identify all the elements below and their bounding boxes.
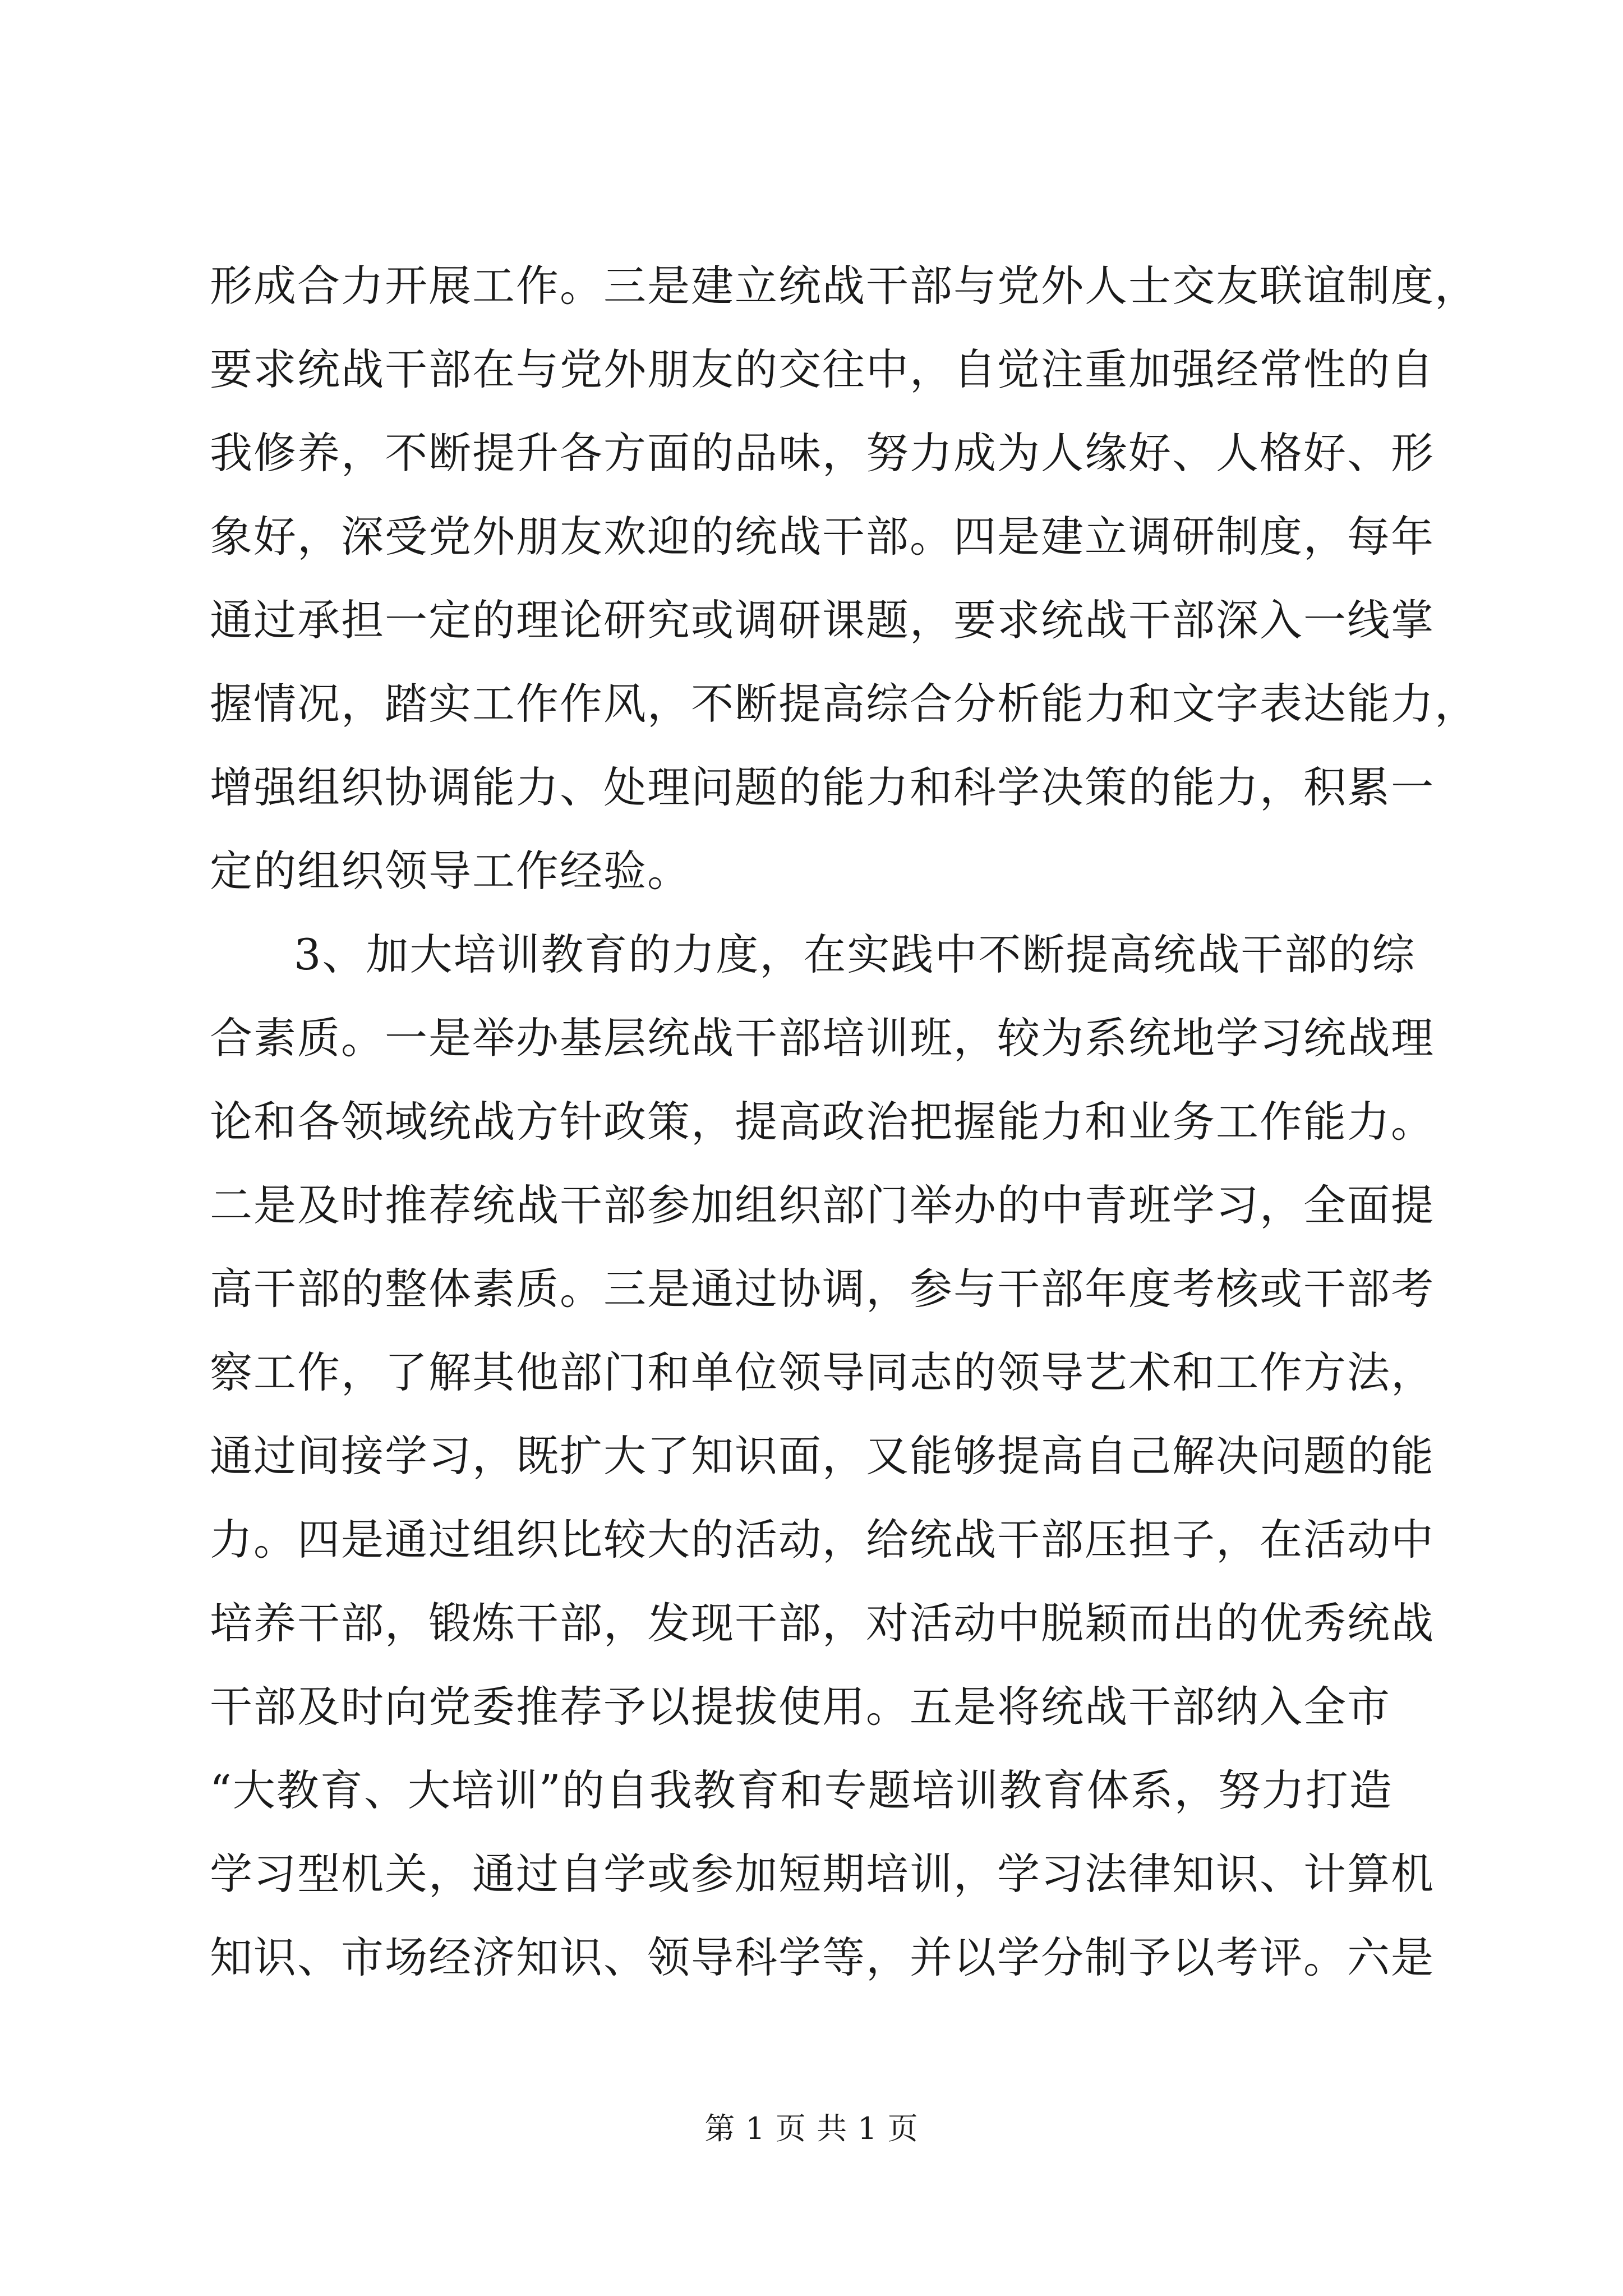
text-line: 通过间接学习，既扩大了知识面，又能够提高自己解决问题的能 (210, 1431, 1435, 1481)
text-line: 论和各领域统战方针政策，提高政治把握能力和业务工作能力。 (210, 1097, 1435, 1147)
text-line: 学习型机关，通过自学或参加短期培训，学习法律知识、计算机 (210, 1849, 1435, 1899)
text-line: 握情况，踏实工作作风，不断提高综合分析能力和文字表达能力， (210, 679, 1478, 729)
text-line: 力。四是通过组织比较大的活动，给统战干部压担子，在活动中 (210, 1515, 1435, 1565)
page-footer (0, 2106, 1623, 2151)
text-line: 增强组织协调能力、处理问题的能力和科学决策的能力，积累一 (210, 762, 1435, 812)
text-line: 形成合力开展工作。三是建立统战干部与党外人士交友联谊制度， (210, 261, 1478, 311)
text-line: 高干部的整体素质。三是通过协调，参与干部年度考核或干部考 (210, 1264, 1435, 1314)
text-line: 干部及时向党委推荐予以提拔使用。五是将统战干部纳入全市 (210, 1682, 1391, 1732)
text-line: 二是及时推荐统战干部参加组织部门举办的中青班学习，全面提 (210, 1180, 1435, 1230)
paragraph-start-line: 3、加大培训教育的力度，在实践中不断提高统战干部的综 (294, 930, 1416, 979)
text-line: 培养干部，锻炼干部，发现干部，对活动中脱颖而出的优秀统战 (210, 1598, 1435, 1648)
text-line: 定的组织领导工作经验。 (210, 846, 691, 896)
text-line: 要求统战干部在与党外朋友的交往中，自觉注重加强经常性的自 (210, 344, 1435, 394)
text-line: 知识、市场经济知识、领导科学等，并以学分制予以考评。六是 (210, 1932, 1435, 1982)
page-number: 第 1 页 共 1 页 (704, 2111, 919, 2146)
text-line: 通过承担一定的理论研究或调研课题，要求统战干部深入一线掌 (210, 595, 1435, 645)
text-line: 我修养，不断提升各方面的品味，努力成为人缘好、人格好、形 (210, 428, 1435, 478)
text-line: 察工作，了解其他部门和单位领导同志的领导艺术和工作方法， (210, 1347, 1435, 1397)
text-line: “大教育、大培训”的自我教育和专题培训教育体系，努力打造 (210, 1765, 1393, 1815)
text-line: 象好，深受党外朋友欢迎的统战干部。四是建立调研制度，每年 (210, 512, 1435, 562)
body-text (210, 244, 1478, 1999)
text-line: 合素质。一是举办基层统战干部培训班，较为系统地学习统战理 (210, 1013, 1435, 1063)
